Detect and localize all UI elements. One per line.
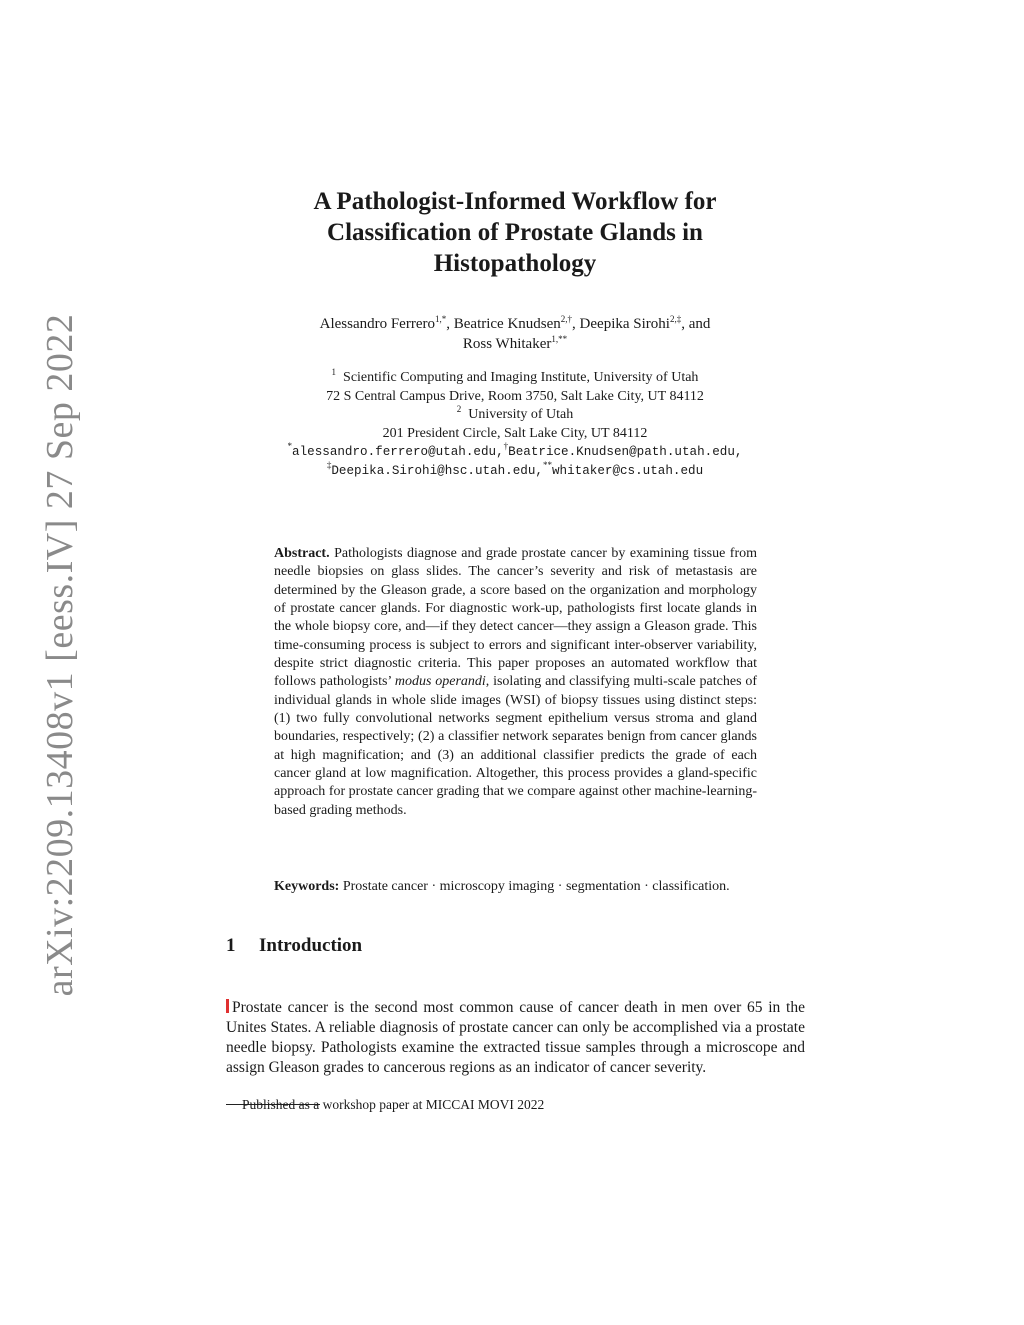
affiliation-mark: 1 (331, 367, 337, 377)
abstract-text: Pathologists diagnose and grade prostate cancer by examining tissue from needle biopsies on glass slides. The cancer’s severity and risk of metastasis are determined by the Gleason grade, a score based on the organization and morphology of prostate cancer glands. For diagnostic work-up, pathologists first locate glands in the whole biopsy core, and—if they detect cancer—they assign a Gleason grade. This time-consuming process is subject to errors and significant inter-observer variability, despite strict diagnostic criteria. This paper proposes an automated workflow that follows pathologists’ (274, 546, 757, 690)
email-mark: ** (542, 459, 552, 470)
affiliation-name: Scientific Computing and Imaging Institute, University of Utah (343, 370, 699, 385)
abstract-italic: modus operandi (394, 674, 486, 690)
email-mark: ‡ (326, 459, 332, 470)
email-mark: * (287, 441, 293, 451)
email-link[interactable]: alessandro.ferrero@utah.edu, (292, 445, 504, 459)
text-cursor-marker (226, 999, 229, 1013)
footnote-text: Published as a workshop paper at MICCAI MOVI 2022 (242, 1097, 545, 1112)
paper-title (200, 186, 830, 279)
author-name: Alessandro Ferrero (319, 316, 435, 332)
affiliation-mark: 2 (456, 404, 462, 414)
abstract (274, 545, 757, 820)
abstract-text-continued: , isolating and classifying multi-scale patches of individual glands in whole slide images (WSI) of biopsy tissues using distinct steps: (1) two fully convolutional networks segment epithelium versus stroma and gland boundaries, respectively; (2) a classifier network separates benign from cancer glands at high magnification; and (3) an additional classifier predicts the grade of each cancer gland at low magnification. Altogether, this process provides a gland-specific approach for prostate cancer grading that we compare against other machine-learning-based grading methods. (274, 674, 757, 818)
author-list: Alessandro Ferrero$^{1,*}$, Beatrice Knudsen$^{2,\dagger}$, Deepika Sirohi$^{2,\ddagger}$, and Ross Whitaker$^{1,**}$ (319, 314, 711, 352)
section-number: 1 (226, 935, 236, 956)
author-affiliation-mark: 2,† (560, 314, 573, 324)
email-mark: † (503, 441, 509, 451)
title-line-1: A Pathologist-Informed Workflow for (313, 188, 717, 215)
author-affiliation-mark: 2,‡ (669, 314, 682, 324)
keywords-label: Keywords: (274, 879, 340, 894)
author-name: Ross Whitaker (462, 336, 552, 352)
title-line-2: Classification of Prostate Glands in (327, 219, 703, 246)
email-link[interactable]: Deepika.Sirohi@hsc.utah.edu, (331, 463, 543, 478)
affiliation-address: 201 President Circle, Salt Lake City, UT 84112 (382, 425, 648, 441)
email-link[interactable]: whitaker@cs.utah.edu (551, 463, 704, 478)
section-heading (226, 935, 362, 957)
affiliation-address: 72 S Central Campus Drive, Room 3750, Salt Lake City, UT 84112 (326, 388, 704, 404)
title-line-3: Histopathology (433, 250, 597, 277)
affiliations (230, 369, 800, 480)
footnote (242, 1096, 544, 1114)
author-affiliation-mark: 1,** (551, 334, 568, 344)
intro-paragraph (226, 998, 805, 1079)
abstract-label: Abstract. (274, 546, 330, 561)
keywords-text: Prostate cancer · microscopy imaging · segmentation · classification. (342, 879, 730, 894)
arxiv-identifier-text: arXiv:2209.13408v1 [eess.IV] 27 Sep 2022 (39, 313, 81, 997)
section-title: Introduction (259, 935, 363, 956)
author-name: Beatrice Knudsen (453, 316, 561, 332)
intro-paragraph-text: Prostate cancer is the second most common cause of cancer death in men over 65 in the Unites States. A reliable diagnosis of prostate cancer can only be accomplished via a prostate needle biopsy. Pathologists examine the extracted tissue samples through a microscope and assign Gleason grades to cancerous regions as an indicator of cancer severity. (226, 998, 805, 1077)
affiliation-name: University of Utah (468, 407, 574, 422)
keywords (274, 878, 757, 896)
author-conjunction: , and (681, 316, 711, 332)
author-affiliation-mark: 1,* (435, 314, 447, 324)
author-name: Deepika Sirohi (579, 316, 670, 332)
email-link[interactable]: Beatrice.Knudsen@path.utah.edu, (508, 445, 743, 459)
